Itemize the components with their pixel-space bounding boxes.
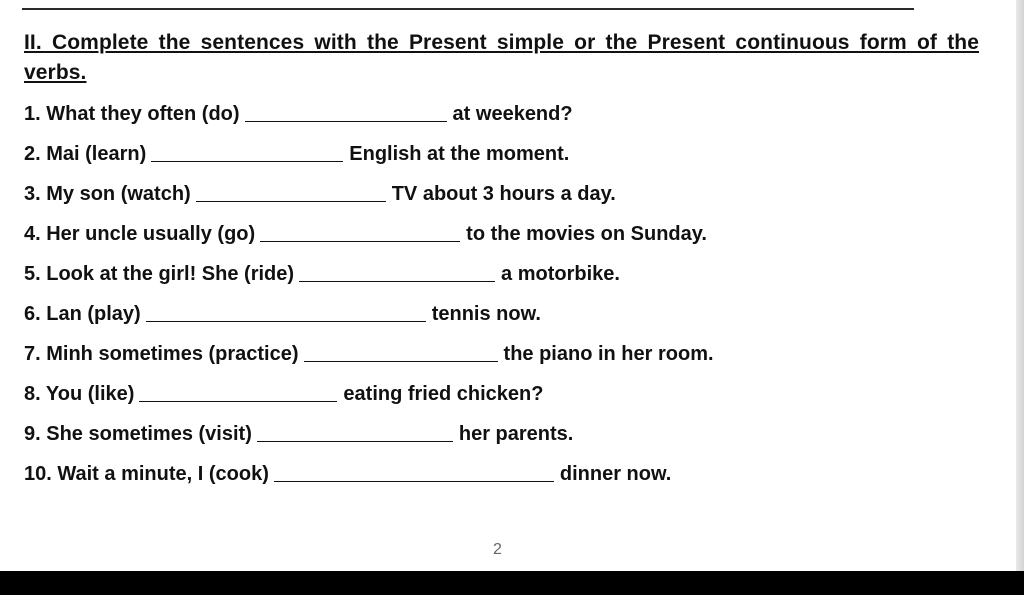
answer-blank[interactable] <box>257 440 453 442</box>
item-prompt: 7. Minh sometimes (practice) <box>24 342 299 365</box>
exercise-heading: II. Complete the sentences with the Present simple or the Present continuous form of the verbs. <box>24 31 979 84</box>
item-continuation: TV about 3 hours a day. <box>391 182 616 205</box>
item-prompt: 6. Lan (play) <box>24 302 141 325</box>
item-continuation: the piano in her room. <box>503 342 714 365</box>
exercise-item-10 <box>24 454 714 494</box>
bottom-black-bar <box>0 571 1024 595</box>
item-prompt: 1. What they often (do) <box>24 102 240 125</box>
answer-blank[interactable] <box>304 360 498 362</box>
answer-blank[interactable] <box>299 280 495 282</box>
exercise-item-7 <box>24 334 714 374</box>
exercise-item-4 <box>24 214 714 254</box>
item-continuation: a motorbike. <box>501 262 620 285</box>
answer-blank[interactable] <box>151 160 343 162</box>
answer-blank[interactable] <box>139 400 337 402</box>
exercise-item-9 <box>24 414 714 454</box>
item-continuation: dinner now. <box>559 462 672 485</box>
item-prompt: 8. You (like) <box>24 382 135 405</box>
item-continuation: to the movies on Sunday. <box>466 222 707 245</box>
exercise-item-3 <box>24 174 714 214</box>
item-prompt: 4. Her uncle usually (go) <box>24 222 256 245</box>
exercise-item-2 <box>24 134 714 174</box>
item-continuation: her parents. <box>458 422 574 445</box>
item-prompt: 5. Look at the girl! She (ride) <box>24 262 295 285</box>
item-prompt: 9. She sometimes (visit) <box>24 422 252 445</box>
answer-blank[interactable] <box>274 480 554 482</box>
item-prompt: 2. Mai (learn) <box>24 142 147 165</box>
item-prompt: 3. My son (watch) <box>24 182 191 205</box>
page-edge-shadow <box>1016 0 1024 571</box>
answer-blank[interactable] <box>146 320 426 322</box>
item-prompt: 10. Wait a minute, I (cook) <box>24 462 269 485</box>
item-continuation: tennis now. <box>431 302 541 325</box>
page-number: 2 <box>493 541 502 558</box>
answer-blank[interactable] <box>196 200 386 202</box>
item-continuation: eating fried chicken? <box>343 382 544 405</box>
item-continuation: English at the moment. <box>349 142 570 165</box>
exercise-item-5 <box>24 254 714 294</box>
top-divider <box>22 8 914 10</box>
exercise-item-6 <box>24 294 714 334</box>
exercise-item-1 <box>24 94 714 134</box>
exercise-list <box>24 94 714 494</box>
answer-blank[interactable] <box>260 240 460 242</box>
item-continuation: at weekend? <box>452 102 573 125</box>
answer-blank[interactable] <box>245 120 447 122</box>
exercise-item-8 <box>24 374 714 414</box>
